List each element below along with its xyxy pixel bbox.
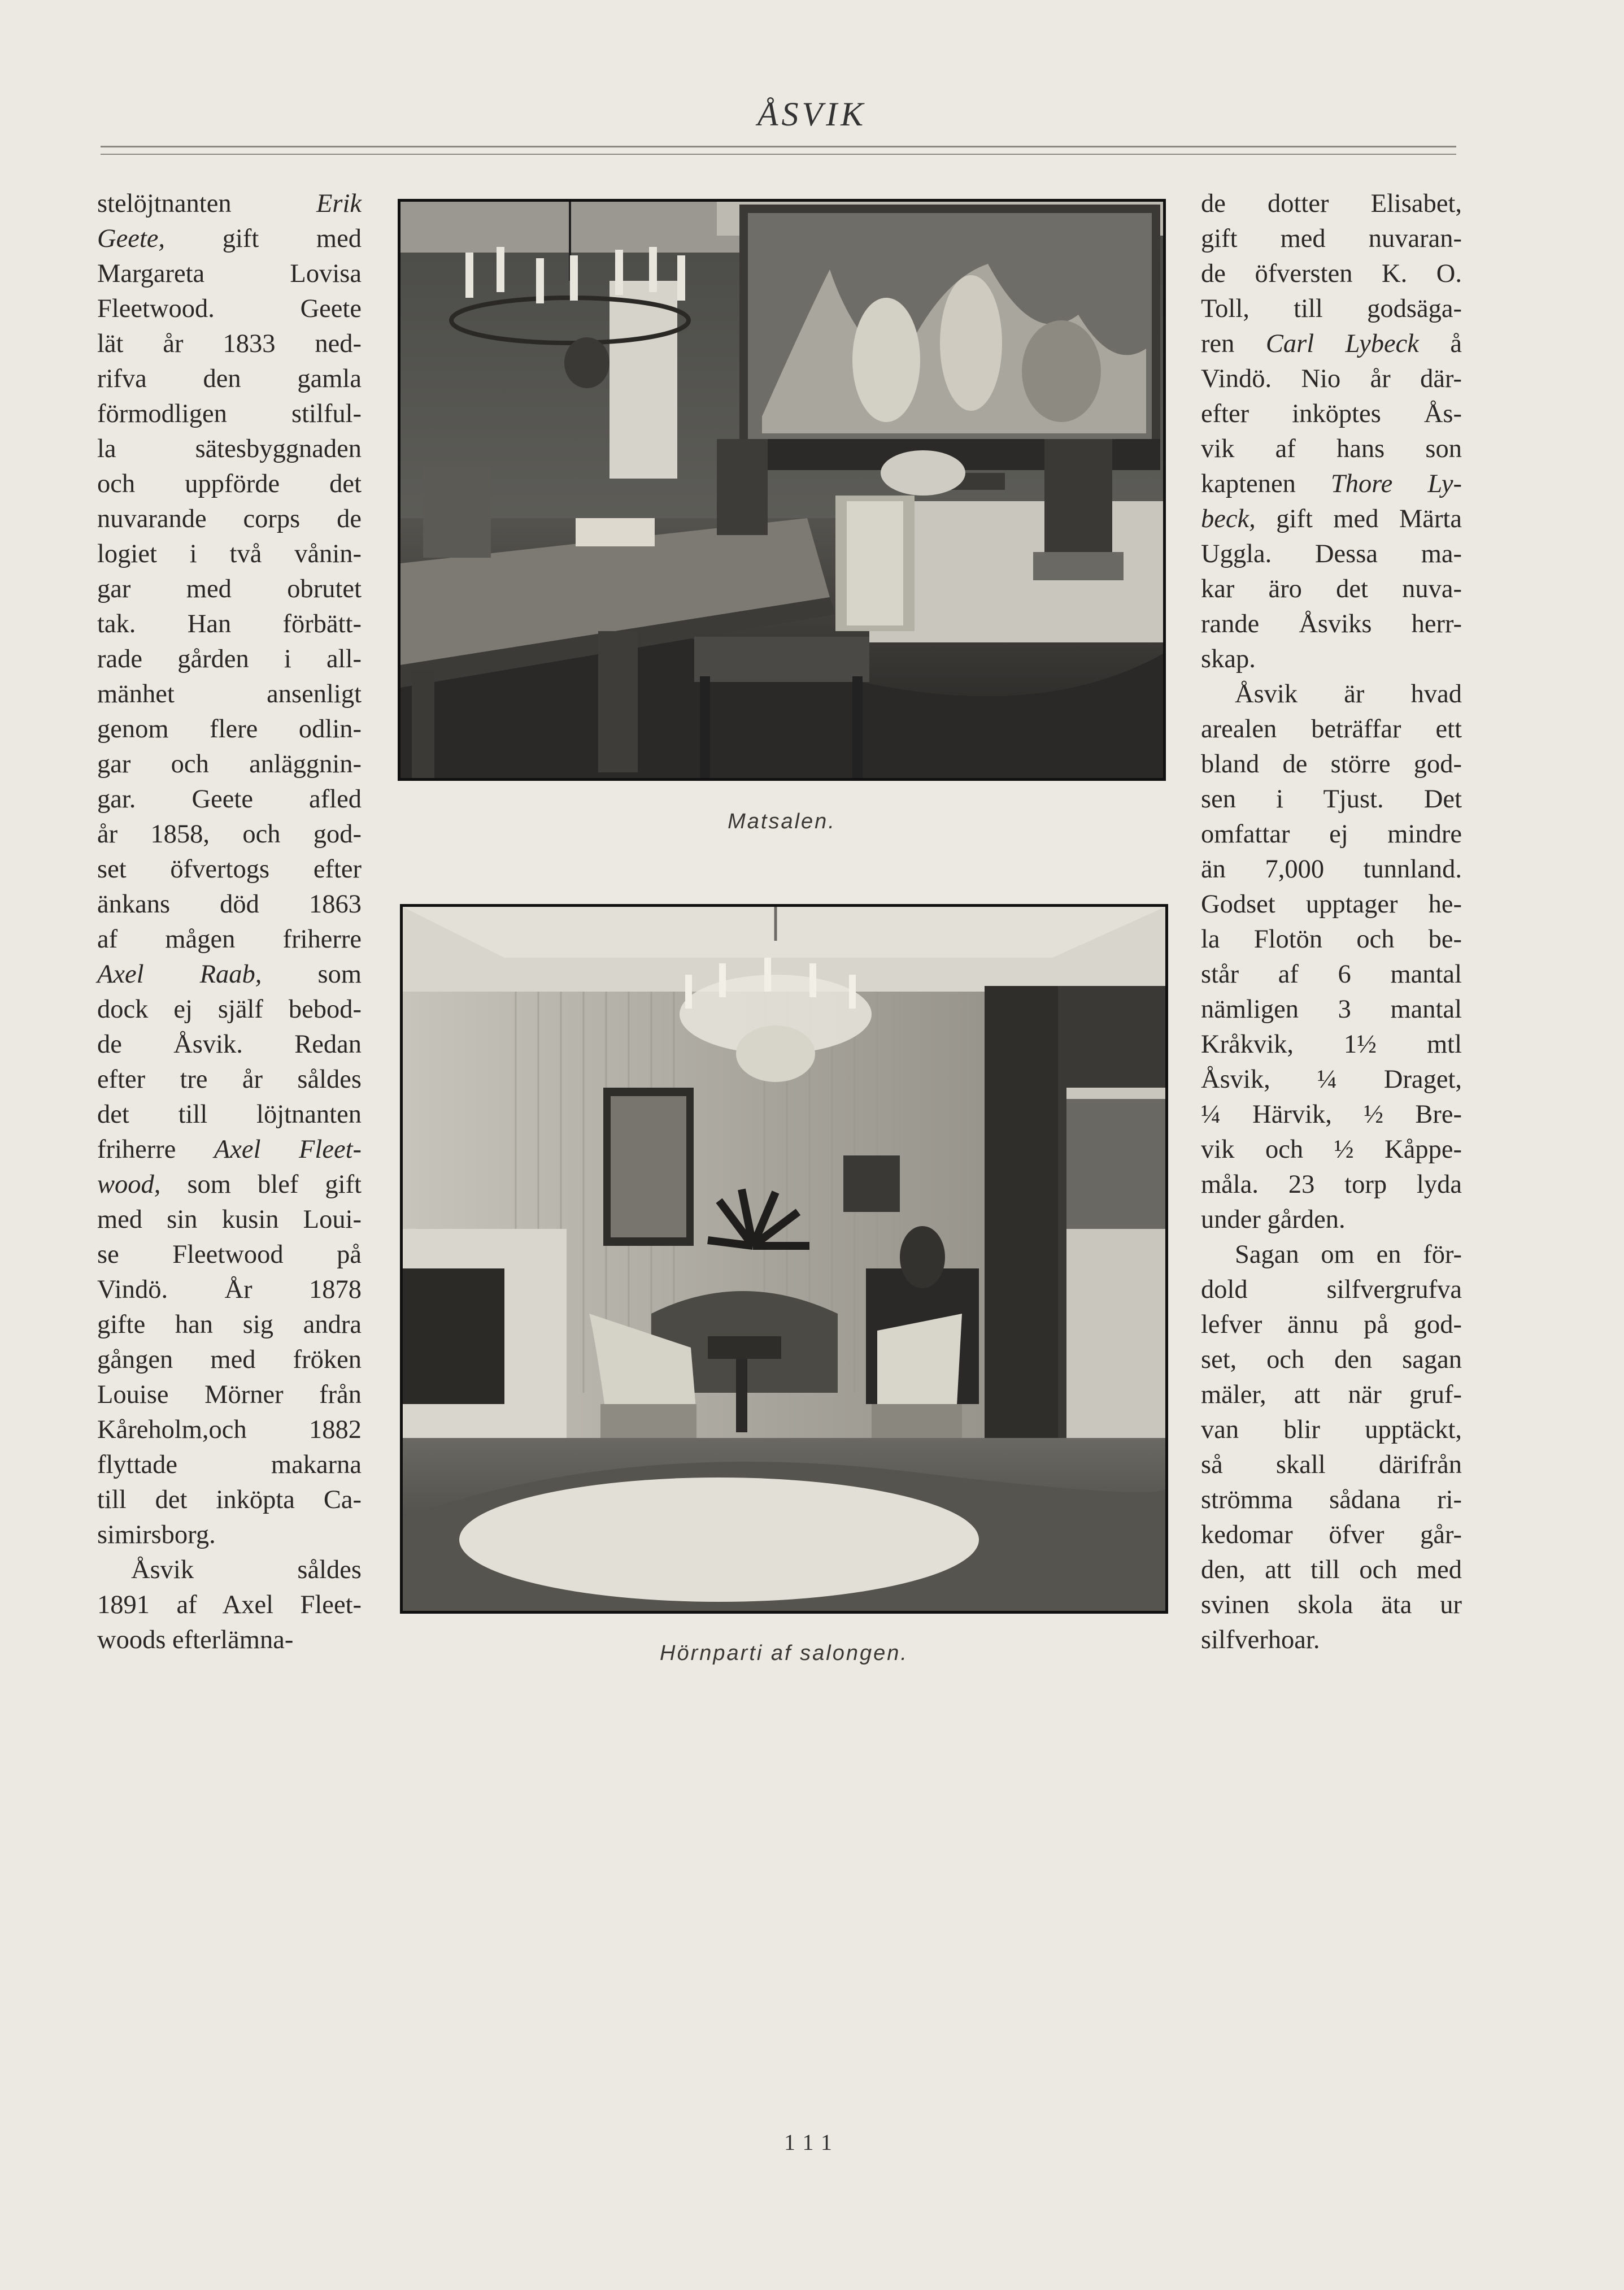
- text-line: friherre Axel Fleet-: [97, 1135, 362, 1164]
- text-line: simirsborg.: [97, 1520, 216, 1549]
- text-line: lät år 1833 ned-: [97, 329, 362, 358]
- header-rule-thin: [101, 154, 1456, 155]
- text-line: gar och anläggnin-: [97, 750, 362, 779]
- text-line: Åsvik såldes: [131, 1555, 362, 1584]
- page-number: 111: [783, 2130, 841, 2155]
- text-line: än 7,000 tunnland.: [1201, 855, 1462, 884]
- text-line: set öfvertogs efter: [97, 855, 362, 884]
- text-line: ren Carl Lybeck å: [1201, 329, 1462, 358]
- text-line: kedomar öfver går-: [1201, 1520, 1462, 1549]
- text-line: det till löjtnanten: [97, 1100, 362, 1129]
- text-line: Kåreholm,och 1882: [97, 1415, 362, 1444]
- text-line: nämligen 3 mantal: [1201, 995, 1462, 1024]
- text-line: se Fleetwood på: [97, 1240, 362, 1269]
- text-line: dold silfvergrufva: [1201, 1275, 1462, 1304]
- text-line: måla. 23 torp lyda: [1201, 1170, 1462, 1199]
- text-line: gift med nuvaran-: [1201, 224, 1462, 253]
- text-line: den, att till och med: [1201, 1555, 1462, 1584]
- text-line: lefver ännu på god-: [1201, 1310, 1462, 1339]
- text-line: Åsvik, ¼ Draget,: [1201, 1065, 1462, 1094]
- text-line: woods efterlämna-: [97, 1626, 294, 1654]
- text-line: Sagan om en för-: [1235, 1240, 1462, 1269]
- text-line: nuvarande corps de: [97, 505, 362, 533]
- text-line: rifva den gamla: [97, 364, 362, 393]
- text-line: rande Åsviks herr-: [1201, 610, 1462, 638]
- text-line: beck, gift med Märta: [1201, 505, 1462, 533]
- text-line: van blir upptäckt,: [1201, 1415, 1462, 1444]
- text-line: gången med fröken: [97, 1345, 362, 1374]
- text-line: dock ej själf bebod-: [97, 995, 362, 1024]
- header-rule: [101, 146, 1456, 147]
- text-line: Toll, till godsäga-: [1201, 294, 1462, 323]
- text-line: med sin kusin Loui-: [97, 1205, 362, 1234]
- text-line: strömma sådana ri-: [1201, 1485, 1462, 1514]
- text-line: af mågen friherre: [97, 925, 362, 954]
- text-line: år 1858, och god-: [97, 820, 362, 849]
- text-line: rade gården i all-: [97, 645, 362, 673]
- text-line: till det inköpta Ca-: [97, 1485, 362, 1514]
- text-line: Godset upptager he-: [1201, 890, 1462, 919]
- figure-caption-dining-room: Matsalen.: [728, 810, 836, 833]
- running-title: ÅSVIK: [757, 95, 867, 133]
- left-text-column: [97, 186, 362, 1658]
- text-line: svinen skola äta ur: [1201, 1591, 1462, 1619]
- text-line: wood, som blef gift: [97, 1170, 362, 1199]
- text-line: genom flere odlin-: [97, 715, 362, 744]
- salon-corner-photo: [400, 904, 1168, 1614]
- text-line: Margareta Lovisa: [97, 259, 362, 288]
- text-line: Åsvik är hvad: [1235, 680, 1462, 709]
- text-line: de Åsvik. Redan: [97, 1030, 362, 1059]
- text-line: Axel Raab, som: [97, 960, 362, 989]
- text-line: efter tre år såldes: [97, 1065, 362, 1094]
- text-line: vik och ½ Kåppe-: [1201, 1135, 1462, 1164]
- text-line: Vindö. Nio år där-: [1201, 364, 1462, 393]
- text-line: Geete, gift med: [97, 224, 362, 253]
- text-line: skap.: [1201, 645, 1256, 673]
- text-line: gar med obrutet: [97, 575, 362, 603]
- text-line: stelöjtnanten Erik: [97, 189, 362, 218]
- text-line: kar äro det nuva-: [1201, 575, 1462, 603]
- text-line: vik af hans son: [1201, 434, 1462, 463]
- text-line: förmodligen stilful-: [97, 399, 362, 428]
- text-line: la Flotön och be-: [1201, 925, 1462, 954]
- text-line: kaptenen Thore Ly-: [1201, 470, 1462, 498]
- text-line: Fleetwood. Geete: [97, 294, 362, 323]
- text-line: bland de större god-: [1201, 750, 1462, 779]
- text-line: gar. Geete afled: [97, 785, 362, 814]
- text-line: silfverhoar.: [1201, 1626, 1320, 1654]
- text-line: sen i Tjust. Det: [1201, 785, 1462, 814]
- dining-room-photo: [398, 199, 1166, 781]
- text-line: Vindö. År 1878: [97, 1275, 362, 1304]
- text-line: och uppförde det: [97, 470, 362, 498]
- text-line: flyttade makarna: [97, 1450, 362, 1479]
- text-line: efter inköptes Ås-: [1201, 399, 1462, 428]
- figure-caption-salon-corner: Hörnparti af salongen.: [660, 1641, 908, 1665]
- text-line: Kråkvik, 1½ mtl: [1201, 1030, 1462, 1059]
- text-line: står af 6 mantal: [1201, 960, 1462, 989]
- text-line: gifte han sig andra: [97, 1310, 362, 1339]
- text-line: la sätesbyggnaden: [97, 434, 362, 463]
- right-text-column: [1201, 186, 1462, 1658]
- text-line: arealen beträffar ett: [1201, 715, 1462, 744]
- text-line: under gården.: [1201, 1205, 1346, 1234]
- text-line: ¼ Härvik, ½ Bre-: [1201, 1100, 1462, 1129]
- text-line: mänhet ansenligt: [97, 680, 362, 709]
- text-line: de dotter Elisabet,: [1201, 189, 1462, 218]
- text-line: tak. Han förbätt-: [97, 610, 362, 638]
- text-line: logiet i två vånin-: [97, 540, 362, 568]
- text-line: omfattar ej mindre: [1201, 820, 1462, 849]
- text-line: änkans död 1863: [97, 890, 362, 919]
- text-line: set, och den sagan: [1201, 1345, 1462, 1374]
- text-line: mäler, att när gruf-: [1201, 1380, 1462, 1409]
- text-line: Louise Mörner från: [97, 1380, 362, 1409]
- text-line: Uggla. Dessa ma-: [1201, 540, 1462, 568]
- text-line: de öfversten K. O.: [1201, 259, 1462, 288]
- text-line: så skall därifrån: [1201, 1450, 1462, 1479]
- text-line: 1891 af Axel Fleet-: [97, 1591, 362, 1619]
